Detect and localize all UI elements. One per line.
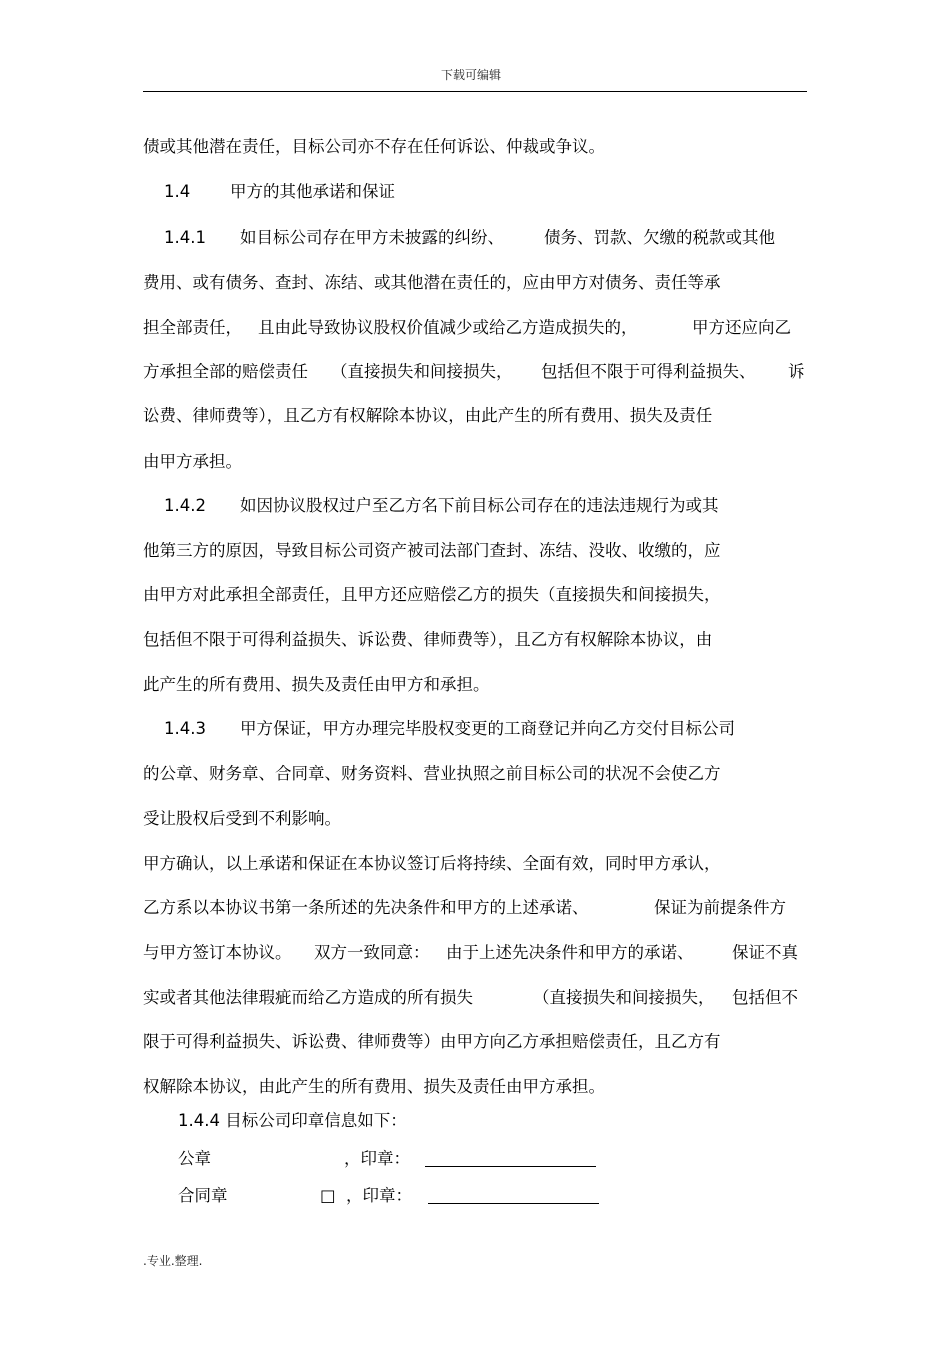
text-segment: 方承担全部的赔偿责任 — [143, 362, 308, 381]
text-line: 他第三方的原因，导致目标公司资产被司法部门查封、冻结、没收、收缴的，应 — [143, 541, 721, 560]
clause-number: 1.4.3 — [164, 719, 206, 738]
seal-field-label: ，印章： — [344, 1149, 410, 1168]
text-segment: 保证不真 — [732, 943, 798, 962]
section-number: 1.4 — [164, 182, 191, 201]
text-segment: （直接损失和间接损失， — [533, 988, 715, 1007]
text-segment: 保证为前提条件方 — [654, 898, 786, 917]
page-footer: .专业.整理. — [143, 1254, 203, 1268]
text-segment: 双方一致同意： — [314, 943, 430, 962]
text-segment: 甲方还应向乙 — [692, 318, 791, 337]
text-segment: 甲方保证，甲方办理完毕股权变更的工商登记并向乙方交付目标公司 — [240, 719, 735, 738]
text-line: 由甲方承担。 — [143, 452, 242, 471]
text-segment: 与甲方签订本协议。 — [143, 943, 292, 962]
section-title: 甲方的其他承诺和保证 — [230, 182, 395, 201]
clause-number: 1.4.1 — [164, 228, 206, 247]
text-line: 由甲方对此承担全部责任，且甲方还应赔偿乙方的损失（直接损失和间接损失， — [143, 585, 721, 604]
seal-blank[interactable] — [428, 1203, 599, 1204]
text-segment: 且由此导致协议股权价值减少或给乙方造成损失的， — [258, 318, 638, 337]
seal-label: 公章 — [178, 1149, 211, 1168]
text-line: 的公章、财务章、合同章、财务资料、营业执照之前目标公司的状况不会使乙方 — [143, 764, 721, 783]
text-line: 包括但不限于可得利益损失、诉讼费、律师费等），且乙方有权解除本协议，由 — [143, 630, 713, 649]
text-segment: 如目标公司存在甲方未披露的纠纷、 — [240, 228, 504, 247]
text-line: 受让股权后受到不利影响。 — [143, 809, 341, 828]
text-segment: （直接损失和间接损失， — [331, 362, 513, 381]
header-rule — [143, 91, 807, 92]
seal-field-label: ，印章： — [346, 1186, 412, 1205]
text-line: 债或其他潜在责任，目标公司亦不存在任何诉讼、仲裁或争议。 — [143, 137, 605, 156]
text-line: 权解除本协议，由此产生的所有费用、损失及责任由甲方承担。 — [143, 1077, 605, 1096]
text-line: 甲方确认，以上承诺和保证在本协议签订后将持续、全面有效，同时甲方承认， — [143, 854, 721, 873]
text-segment: 包括但不限于可得利益损失、 — [541, 362, 756, 381]
clause-number: 1.4.2 — [164, 496, 206, 515]
text-line: 限于可得利益损失、诉讼费、律师费等）由甲方向乙方承担赔偿责任，且乙方有 — [143, 1032, 721, 1051]
text-segment: 实或者其他法律瑕疵而给乙方造成的所有损失 — [143, 988, 473, 1007]
text-segment: 担全部责任， — [143, 318, 242, 337]
text-segment: 诉 — [788, 362, 805, 381]
text-segment: 乙方系以本协议书第一条所述的先决条件和甲方的上述承诺、 — [143, 898, 589, 917]
text-line: 讼费、律师费等），且乙方有权解除本协议，由此产生的所有费用、损失及责任 — [143, 406, 713, 425]
checkbox-glyph[interactable]: □ — [320, 1186, 336, 1205]
text-line: 此产生的所有费用、损失及责任由甲方和承担。 — [143, 675, 490, 694]
page-header: 下载可编辑 — [441, 68, 502, 82]
text-segment: 由于上述先决条件和甲方的承诺、 — [446, 943, 694, 962]
text-segment: 债务、罚款、欠缴的税款或其他 — [544, 228, 775, 247]
seal-label: 合同章 — [178, 1186, 228, 1205]
text-segment: 包括但不 — [732, 988, 798, 1007]
text-segment: 如因协议股权过户至乙方名下前目标公司存在的违法违规行为或其 — [240, 496, 719, 515]
text-line: 费用、或有债务、查封、冻结、或其他潜在责任的，应由甲方对债务、责任等承 — [143, 273, 721, 292]
seal-blank[interactable] — [425, 1166, 596, 1167]
clause-title: 1.4.4 目标公司印章信息如下： — [178, 1111, 407, 1130]
